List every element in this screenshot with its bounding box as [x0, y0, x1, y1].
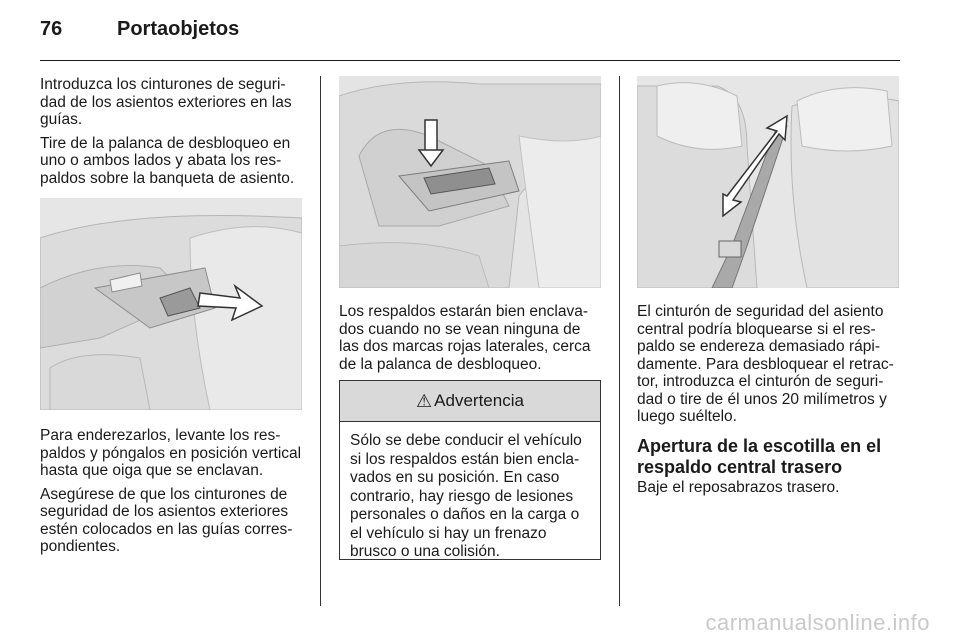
paragraph: El cinturón de seguridad del asiento central podría bloquearse si el respaldo se endereza demasiado rápidamente. Para desbloquear el retractor, introduzca el cinturón de seguridad o tire de él unos 20 milímetros y luego suéltelo. — [637, 303, 894, 425]
seat-belt-retractor-illustration — [637, 76, 899, 288]
warning-header — [340, 381, 600, 422]
paragraph: Para enderezarlos, levante los respaldos y póngalos en posición vertical hasta que oiga que se enclavan. — [40, 427, 302, 479]
subheading: Apertura de la escotilla en el respaldo central trasero — [637, 435, 882, 477]
watermark: carmanualsonline.info — [705, 610, 930, 635]
warning-box — [339, 380, 601, 560]
column-1 — [40, 76, 306, 193]
warning-text: Sólo se debe conducir el vehículo si los respaldos están bien enclavados en su posición. En caso contrario, hay riesgo de lesiones personales o daños en la carga o el vehículo si hay un frenazo brusco o una colisión. — [350, 432, 582, 560]
paragraph: Baje el reposabrazos trasero. — [637, 478, 840, 496]
column-2 — [339, 303, 603, 379]
warning-title: Advertencia — [434, 391, 524, 410]
column-divider — [619, 76, 620, 606]
column-3 — [637, 303, 903, 502]
paragraph: Los respaldos estarán bien enclavados cuando no se vean ninguna de las dos marcas rojas laterales, cerca de la palanca de desbloqueo. — [339, 303, 591, 373]
backrest-lock-illustration — [339, 76, 601, 288]
paragraph: Introduzca los cinturones de seguridad de los asientos exteriores en las guías. — [40, 76, 292, 128]
page-header — [40, 18, 900, 58]
header-divider — [40, 60, 900, 61]
paragraph: Tire de la palanca de desbloqueo en uno o ambos lados y abata los respaldos sobre la banqueta de asiento. — [40, 134, 295, 187]
page-number: 76 — [40, 18, 63, 40]
column-divider — [320, 76, 321, 606]
section-title: Portaobjetos — [117, 18, 240, 40]
paragraph: Asegúrese de que los cinturones de seguridad de los asientos exteriores estén colocados en las guías correspondientes. — [40, 485, 293, 555]
column-1-continued — [40, 427, 306, 562]
warning-triangle-icon: ⚠ — [416, 390, 433, 411]
seat-release-lever-illustration — [40, 198, 302, 410]
